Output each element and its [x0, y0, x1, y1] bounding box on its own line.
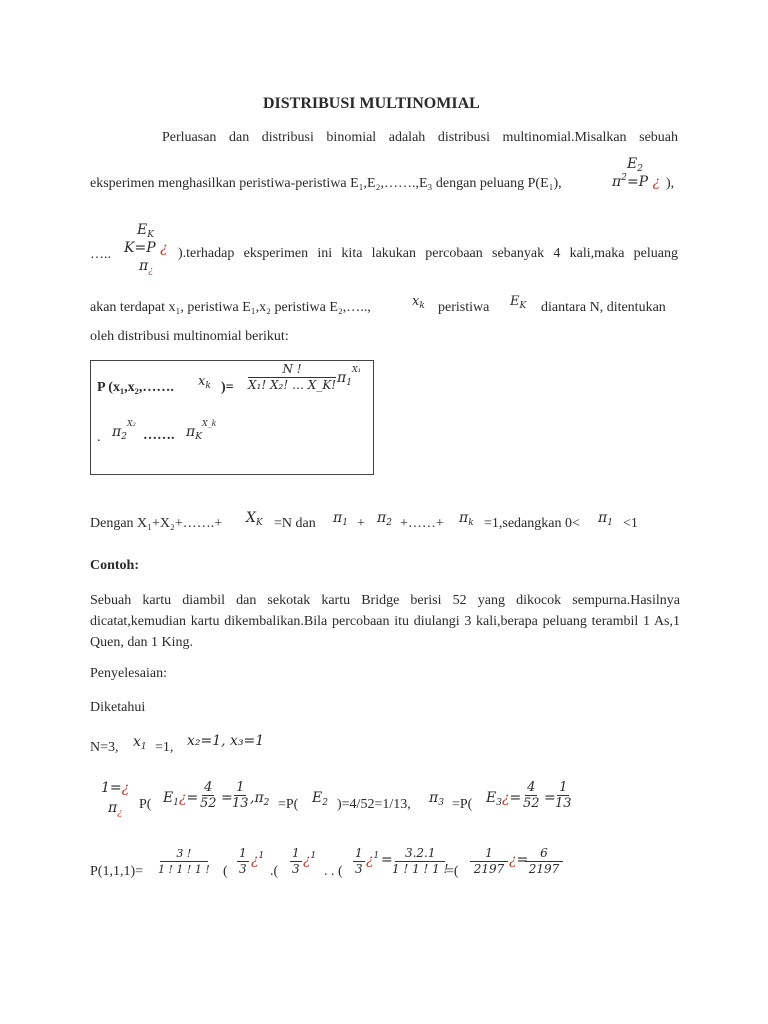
sym-X: X	[246, 510, 256, 526]
math-xk: $x_k$	[412, 294, 425, 311]
result-lhs: P(1,1,1)=	[90, 864, 144, 879]
prob-frac-1-13-b	[553, 780, 574, 811]
result-paren-1: (	[223, 864, 228, 879]
given-x1-val: =1,	[155, 740, 174, 755]
formula-fraction	[246, 362, 338, 393]
result-fact-den: 1 ! 1 ! 1 !	[158, 863, 210, 876]
prob-E1: $E_1¿=$	[163, 790, 199, 808]
sym-pi-5: π	[186, 424, 196, 440]
sym-pi-11: π	[254, 790, 264, 806]
sym-x-2: x	[198, 374, 206, 389]
prob-num4-b: 4	[527, 780, 536, 795]
sym-E-3: E	[510, 294, 520, 309]
sym-iota: ¿	[652, 174, 661, 190]
result-third-den-b: 3	[292, 862, 300, 876]
contoh-heading: Contoh:	[90, 558, 140, 573]
prob-den52-b: 52	[523, 796, 540, 811]
prob-one-eq-text: 1=	[101, 780, 122, 796]
prob-one-eq	[101, 780, 129, 796]
sym-E-2: E	[137, 222, 148, 238]
result-exp-b-val: 1	[310, 851, 317, 861]
intro-line-4c: diantara N, ditentukan	[541, 300, 666, 315]
prob-eq-p: =P(	[278, 797, 299, 812]
penyelesaian-label: Penyelesaian:	[90, 666, 167, 681]
sym-iota-3: ¿	[148, 266, 154, 276]
result-iota-eq: ¿=	[509, 852, 529, 868]
diketahui-label: Diketahui	[90, 700, 146, 715]
result-eq: =	[381, 852, 393, 868]
prob-den13-b: 13	[555, 796, 572, 811]
result-main-frac	[390, 846, 450, 877]
math-E2: $E_2$	[627, 156, 643, 174]
sym-x-3: x	[133, 734, 141, 750]
sym-pi-8: π	[459, 510, 469, 526]
sym-pi-6: π	[333, 510, 343, 526]
formula-eq: )=	[221, 380, 234, 395]
result-main-num: 3.2.1	[395, 846, 445, 862]
intro-line-2	[90, 176, 562, 192]
sym-pi-10: π	[108, 800, 118, 816]
sym-E-5: E	[312, 790, 323, 806]
result-exp-c-val: 1	[373, 851, 380, 861]
prob-pi2: $,\pi_2$	[250, 790, 270, 808]
prob-eq-p2: =P(	[452, 797, 473, 812]
result-six: 6	[525, 846, 563, 862]
sym-pi-4: π	[112, 424, 122, 440]
result-main-den: 1 ! 1 ! 1 !	[392, 862, 449, 876]
prob-frac-1-13	[230, 780, 251, 811]
math-EK-2: $E_K$	[510, 294, 527, 311]
sym-x: x	[412, 294, 420, 309]
intro-line-4a: akan terdapat x₁, peristiwa E₁,x₂ peristiwa E₂,…..,	[90, 300, 371, 315]
result-exp-c	[366, 852, 379, 868]
prob-E3: $E_3¿=$	[486, 790, 522, 808]
intro-line-1	[126, 130, 678, 146]
formula-pi1: $\pi_1^{X_1}$	[337, 365, 361, 388]
sym-iota-7: ¿	[501, 790, 510, 806]
constraint-XK: $X_K$	[246, 510, 263, 528]
constraint-text-1: Dengan X₁+X₂+…….+	[90, 516, 223, 531]
intro-line-3-start: …..	[90, 247, 111, 262]
intro-text-2: eksperimen menghasilkan peristiwa-peristiwa E₁,E₂,…….,E₃ dengan peluang P(E₁),	[90, 176, 562, 191]
math-K-eq: K=P ¿	[124, 240, 168, 256]
constraint-text-4: +……+	[400, 516, 444, 531]
sym-E-4: E	[163, 790, 174, 806]
constraint-pik: $\pi_k$	[459, 510, 474, 528]
result-frac-1-3-a	[237, 846, 249, 877]
result-exp-b	[303, 852, 316, 868]
prob-den52: 52	[200, 796, 217, 811]
result-2197-b: 2197	[528, 862, 560, 876]
sym-iota-6: ¿	[178, 790, 187, 806]
constraint-text-6: <1	[623, 516, 638, 531]
sym-iota-8: ¿	[251, 852, 259, 868]
result-frac-1-2197	[470, 846, 508, 877]
sym-pi-7: π	[377, 510, 387, 526]
page-title: DISTRIBUSI MULTINOMIAL	[263, 95, 480, 112]
math-EK: $E_K$	[137, 222, 154, 240]
math-pi-iota	[139, 258, 153, 274]
result-frac-6-2197	[525, 846, 563, 877]
prob-eq-sign-b: =	[544, 790, 556, 806]
prob-num1-b: 1	[559, 780, 568, 795]
result-third-num-a: 1	[239, 846, 247, 860]
sym-iota-10: ¿	[366, 852, 374, 868]
formula-lead: P (x₁,x₂,…….	[97, 380, 174, 395]
sym-pi-12: π	[429, 790, 439, 806]
result-frac-1-3-c	[353, 846, 365, 877]
result-exp-a	[251, 852, 264, 868]
result-dots-paren: . . (	[324, 864, 343, 879]
prob-frac-4-52	[198, 780, 219, 811]
prob-pi3: $\pi_3$	[429, 790, 444, 808]
intro-text-1: Perluasan dan distribusi binomial adalah distribusi multinomial.Misalkan sebuah	[162, 130, 678, 145]
prob-pi-iota	[108, 800, 122, 816]
result-third-num-b: 1	[292, 846, 300, 860]
given-n: N=3,	[90, 740, 119, 755]
prob-num1: 1	[236, 780, 245, 795]
formula-pi2: $\pi_2^{X_2}$	[112, 419, 136, 442]
math-pi2-eq: $\pi^2=P$ ¿	[612, 173, 661, 190]
result-2197-a: 2197	[473, 862, 505, 876]
constraint-text-2: =N dan	[274, 516, 316, 531]
constraint-pi2: $\pi_2$	[377, 510, 392, 528]
sym-E: E	[627, 156, 638, 172]
formula-xk: $x_k$	[198, 374, 211, 391]
result-fact-num: 3 !	[160, 846, 208, 862]
result-third-den-a: 3	[239, 862, 247, 876]
sym-pi-9: π	[598, 510, 608, 526]
result-third-num-c: 1	[355, 846, 363, 860]
given-x2x3: x₂=1, x₃=1	[187, 733, 265, 749]
constraint-text-3: +	[357, 516, 365, 531]
given-x1: $x_1$	[133, 734, 147, 752]
sym-pi-2: π	[139, 258, 149, 274]
formula-denominator: X₁! X₂! … X_K!	[248, 378, 337, 392]
constraint-pi1: $\pi_1$	[333, 510, 348, 528]
prob-den13: 13	[232, 796, 249, 811]
constraint-text-5: =1,sedangkan 0<	[484, 516, 580, 531]
sym-iota-4: ¿	[121, 780, 130, 796]
prob-p-open: P(	[139, 797, 152, 812]
formula-piK: $\pi_K^{X\_k}$	[186, 419, 217, 442]
prob-frac-4-52-b	[521, 780, 542, 811]
sym-pi-3: π	[337, 370, 347, 386]
prob-val: )=4/52=1/13,	[337, 797, 411, 812]
result-exp-a-val: 1	[258, 851, 265, 861]
result-eq-paren: =(	[446, 864, 459, 879]
sym-E-6: E	[486, 790, 497, 806]
sym-pi: π	[612, 174, 622, 190]
intro-line-4b: peristiwa	[438, 300, 490, 315]
sym-iota-2: ¿	[160, 240, 168, 256]
sym-K: K	[124, 240, 135, 256]
prob-eq-sign: =	[221, 790, 233, 806]
sym-iota-11: ¿	[509, 852, 517, 868]
formula-dot-lead: .	[97, 430, 101, 445]
result-third-den-c: 3	[355, 862, 363, 876]
result-fact-frac	[156, 846, 212, 877]
prob-E2: $E_2$	[312, 790, 328, 808]
result-dot-paren-1: .(	[270, 864, 279, 879]
intro-text-3: ).terhadap eksperimen ini kita lakukan percobaan sebanyak 4 kali,maka peluang	[178, 246, 678, 261]
formula-numerator: N !	[248, 362, 336, 378]
result-one: 1	[470, 846, 508, 862]
prob-num4: 4	[204, 780, 213, 795]
intro-line-2-end: ),	[666, 176, 675, 191]
result-frac-1-3-b	[290, 846, 302, 877]
contoh-problem: Sebuah kartu diambil dan sekotak kartu Bridge berisi 52 yang dikocok sempurna.Hasilnya dicatat,kemudian kartu dikembalikan.Bila percobaan itu diulangi 3 kali,berapa peluang terambil 1 As,1 Quen, dan 1 King.	[90, 593, 680, 650]
intro-line-5: oleh distribusi multinomial berikut:	[90, 329, 289, 344]
sym-iota-5: ¿	[117, 808, 123, 818]
intro-line-3	[178, 246, 678, 262]
constraint-pi1-b: $\pi_1$	[598, 510, 613, 528]
sym-iota-9: ¿	[303, 852, 311, 868]
formula-dots: …….	[143, 428, 175, 443]
